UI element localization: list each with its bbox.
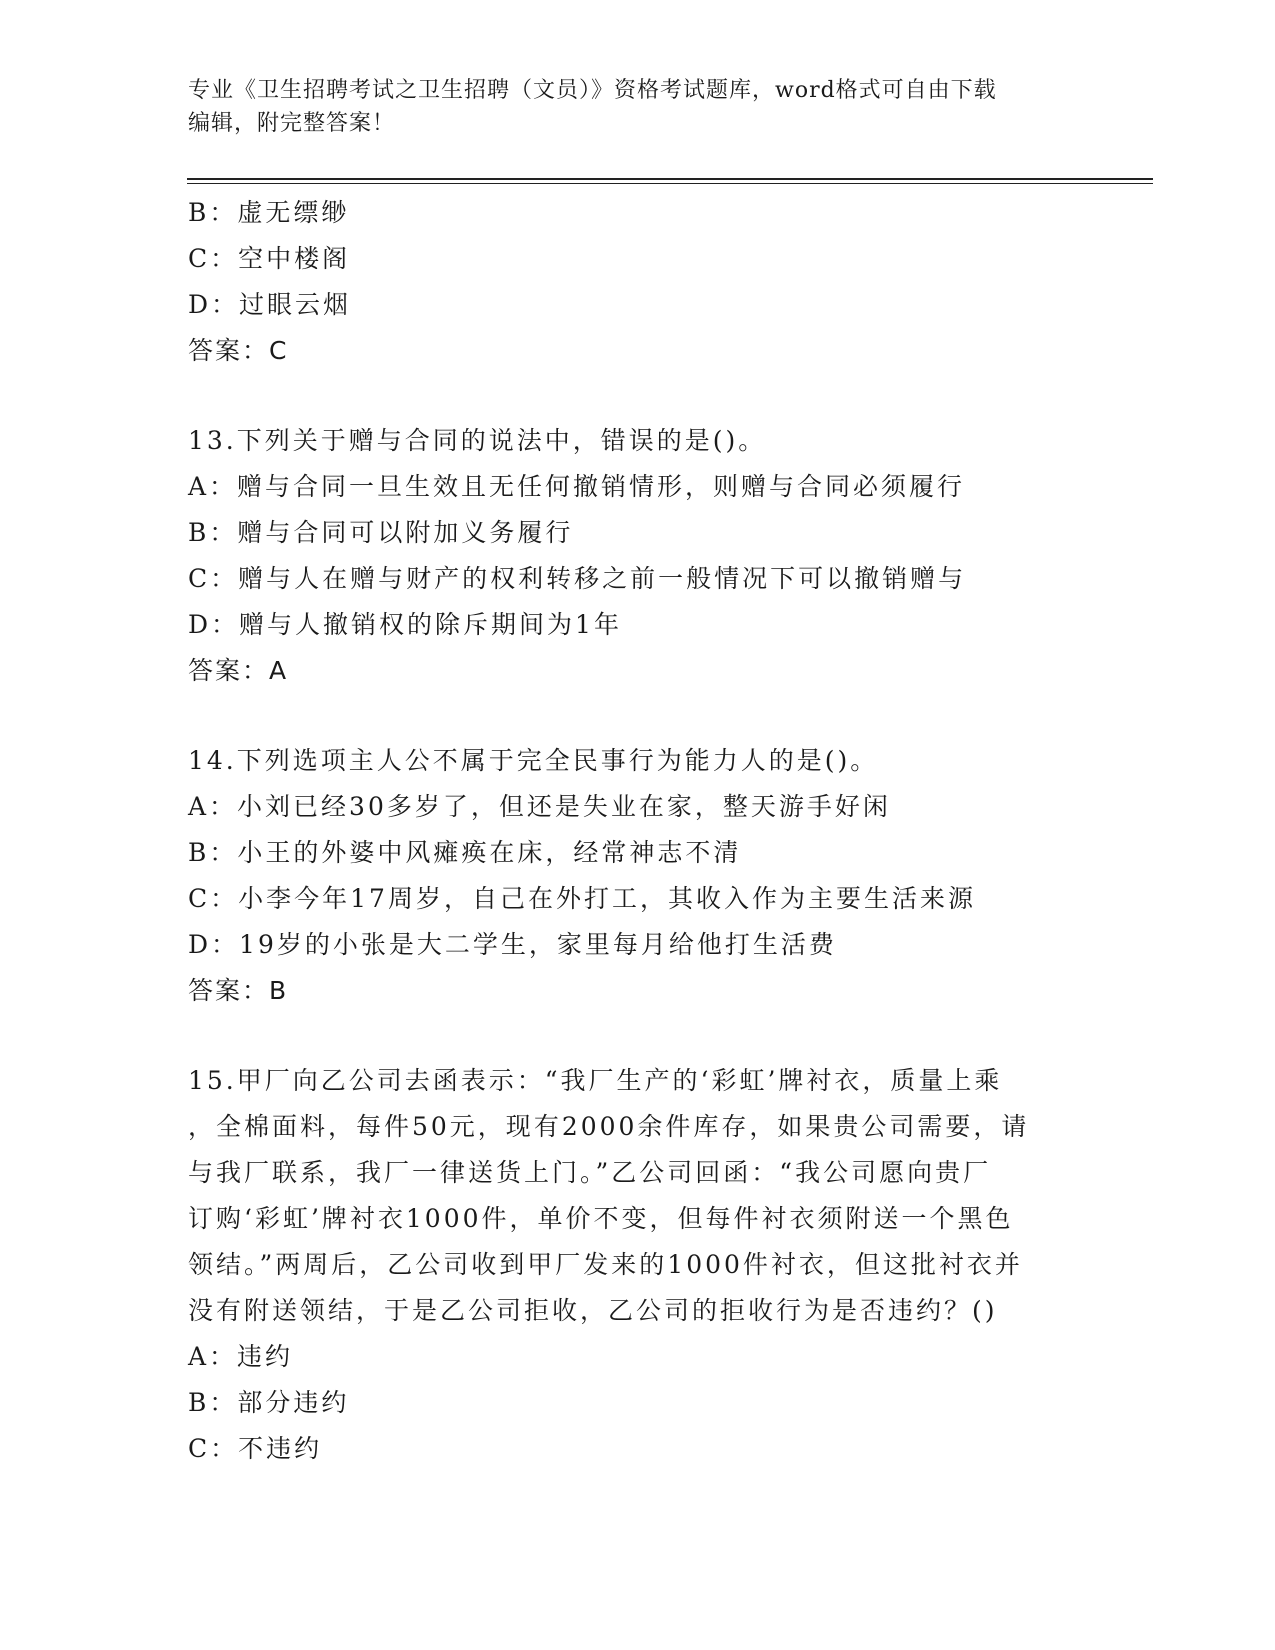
answer: 答案：C [188, 336, 289, 365]
question-stem-line: 没有附送领结，于是乙公司拒收，乙公司的拒收行为是否违约？() [188, 1296, 998, 1325]
question-stem: 14.下列选项主人公不属于完全民事行为能力人的是()。 [188, 746, 879, 775]
question-stem-line: ，全棉面料，每件50元，现有2000余件库存，如果贵公司需要，请 [188, 1112, 1030, 1141]
question-stem-line: 15.甲厂向乙公司去函表示：“我厂生产的‘彩虹’牌衬衣，质量上乘 [188, 1066, 1003, 1095]
question-15 [188, 1058, 1088, 1472]
option-c: C：空中楼阁 [188, 244, 351, 273]
question-12 [188, 190, 1088, 374]
answer: 答案：B [188, 976, 289, 1005]
option-c: C：不违约 [188, 1434, 323, 1463]
header-line-1: 专业《卫生招聘考试之卫生招聘（文员）》资格考试题库，word格式可自由下载 [188, 78, 997, 103]
option-b: B：小王的外婆中风瘫痪在床，经常神志不清 [188, 838, 742, 867]
option-c: C：赠与人在赠与财产的权利转移之前一般情况下可以撤销赠与 [188, 564, 967, 593]
option-b: B：赠与合同可以附加义务履行 [188, 518, 574, 547]
option-b: B：部分违约 [188, 1388, 350, 1417]
question-14 [188, 738, 1088, 1014]
header-line-2: 编辑，附完整答案！ [188, 111, 396, 136]
question-stem-line: 订购‘彩虹’牌衬衣1000件，单价不变，但每件衬衣须附送一个黑色 [188, 1204, 1014, 1233]
option-c: C：小李今年17周岁，自己在外打工，其收入作为主要生活来源 [188, 884, 976, 913]
question-stem: 13.下列关于赠与合同的说法中，错误的是()。 [188, 426, 767, 455]
header-divider-thin [187, 183, 1153, 184]
option-d: D：19岁的小张是大二学生，家里每月给他打生活费 [188, 930, 837, 959]
answer: 答案：A [188, 656, 289, 685]
option-a: A：小刘已经30多岁了，但还是失业在家，整天游手好闲 [188, 792, 891, 821]
option-a: A：违约 [188, 1342, 294, 1371]
header-divider-thick [187, 178, 1153, 180]
option-b: B：虚无缥缈 [188, 198, 350, 227]
document-header [188, 74, 1068, 140]
question-stem-line: 与我厂联系，我厂一律送货上门。”乙公司回函：“我公司愿向贵厂 [188, 1158, 992, 1187]
question-13 [188, 418, 1088, 694]
option-d: D：过眼云烟 [188, 290, 352, 319]
option-a: A：赠与合同一旦生效且无任何撤销情形，则赠与合同必须履行 [188, 472, 966, 501]
option-d: D：赠与人撤销权的除斥期间为1年 [188, 610, 622, 639]
question-stem-line: 领结。”两周后，乙公司收到甲厂发来的1000件衬衣，但这批衬衣并 [188, 1250, 1023, 1279]
question-content [188, 190, 1088, 1472]
